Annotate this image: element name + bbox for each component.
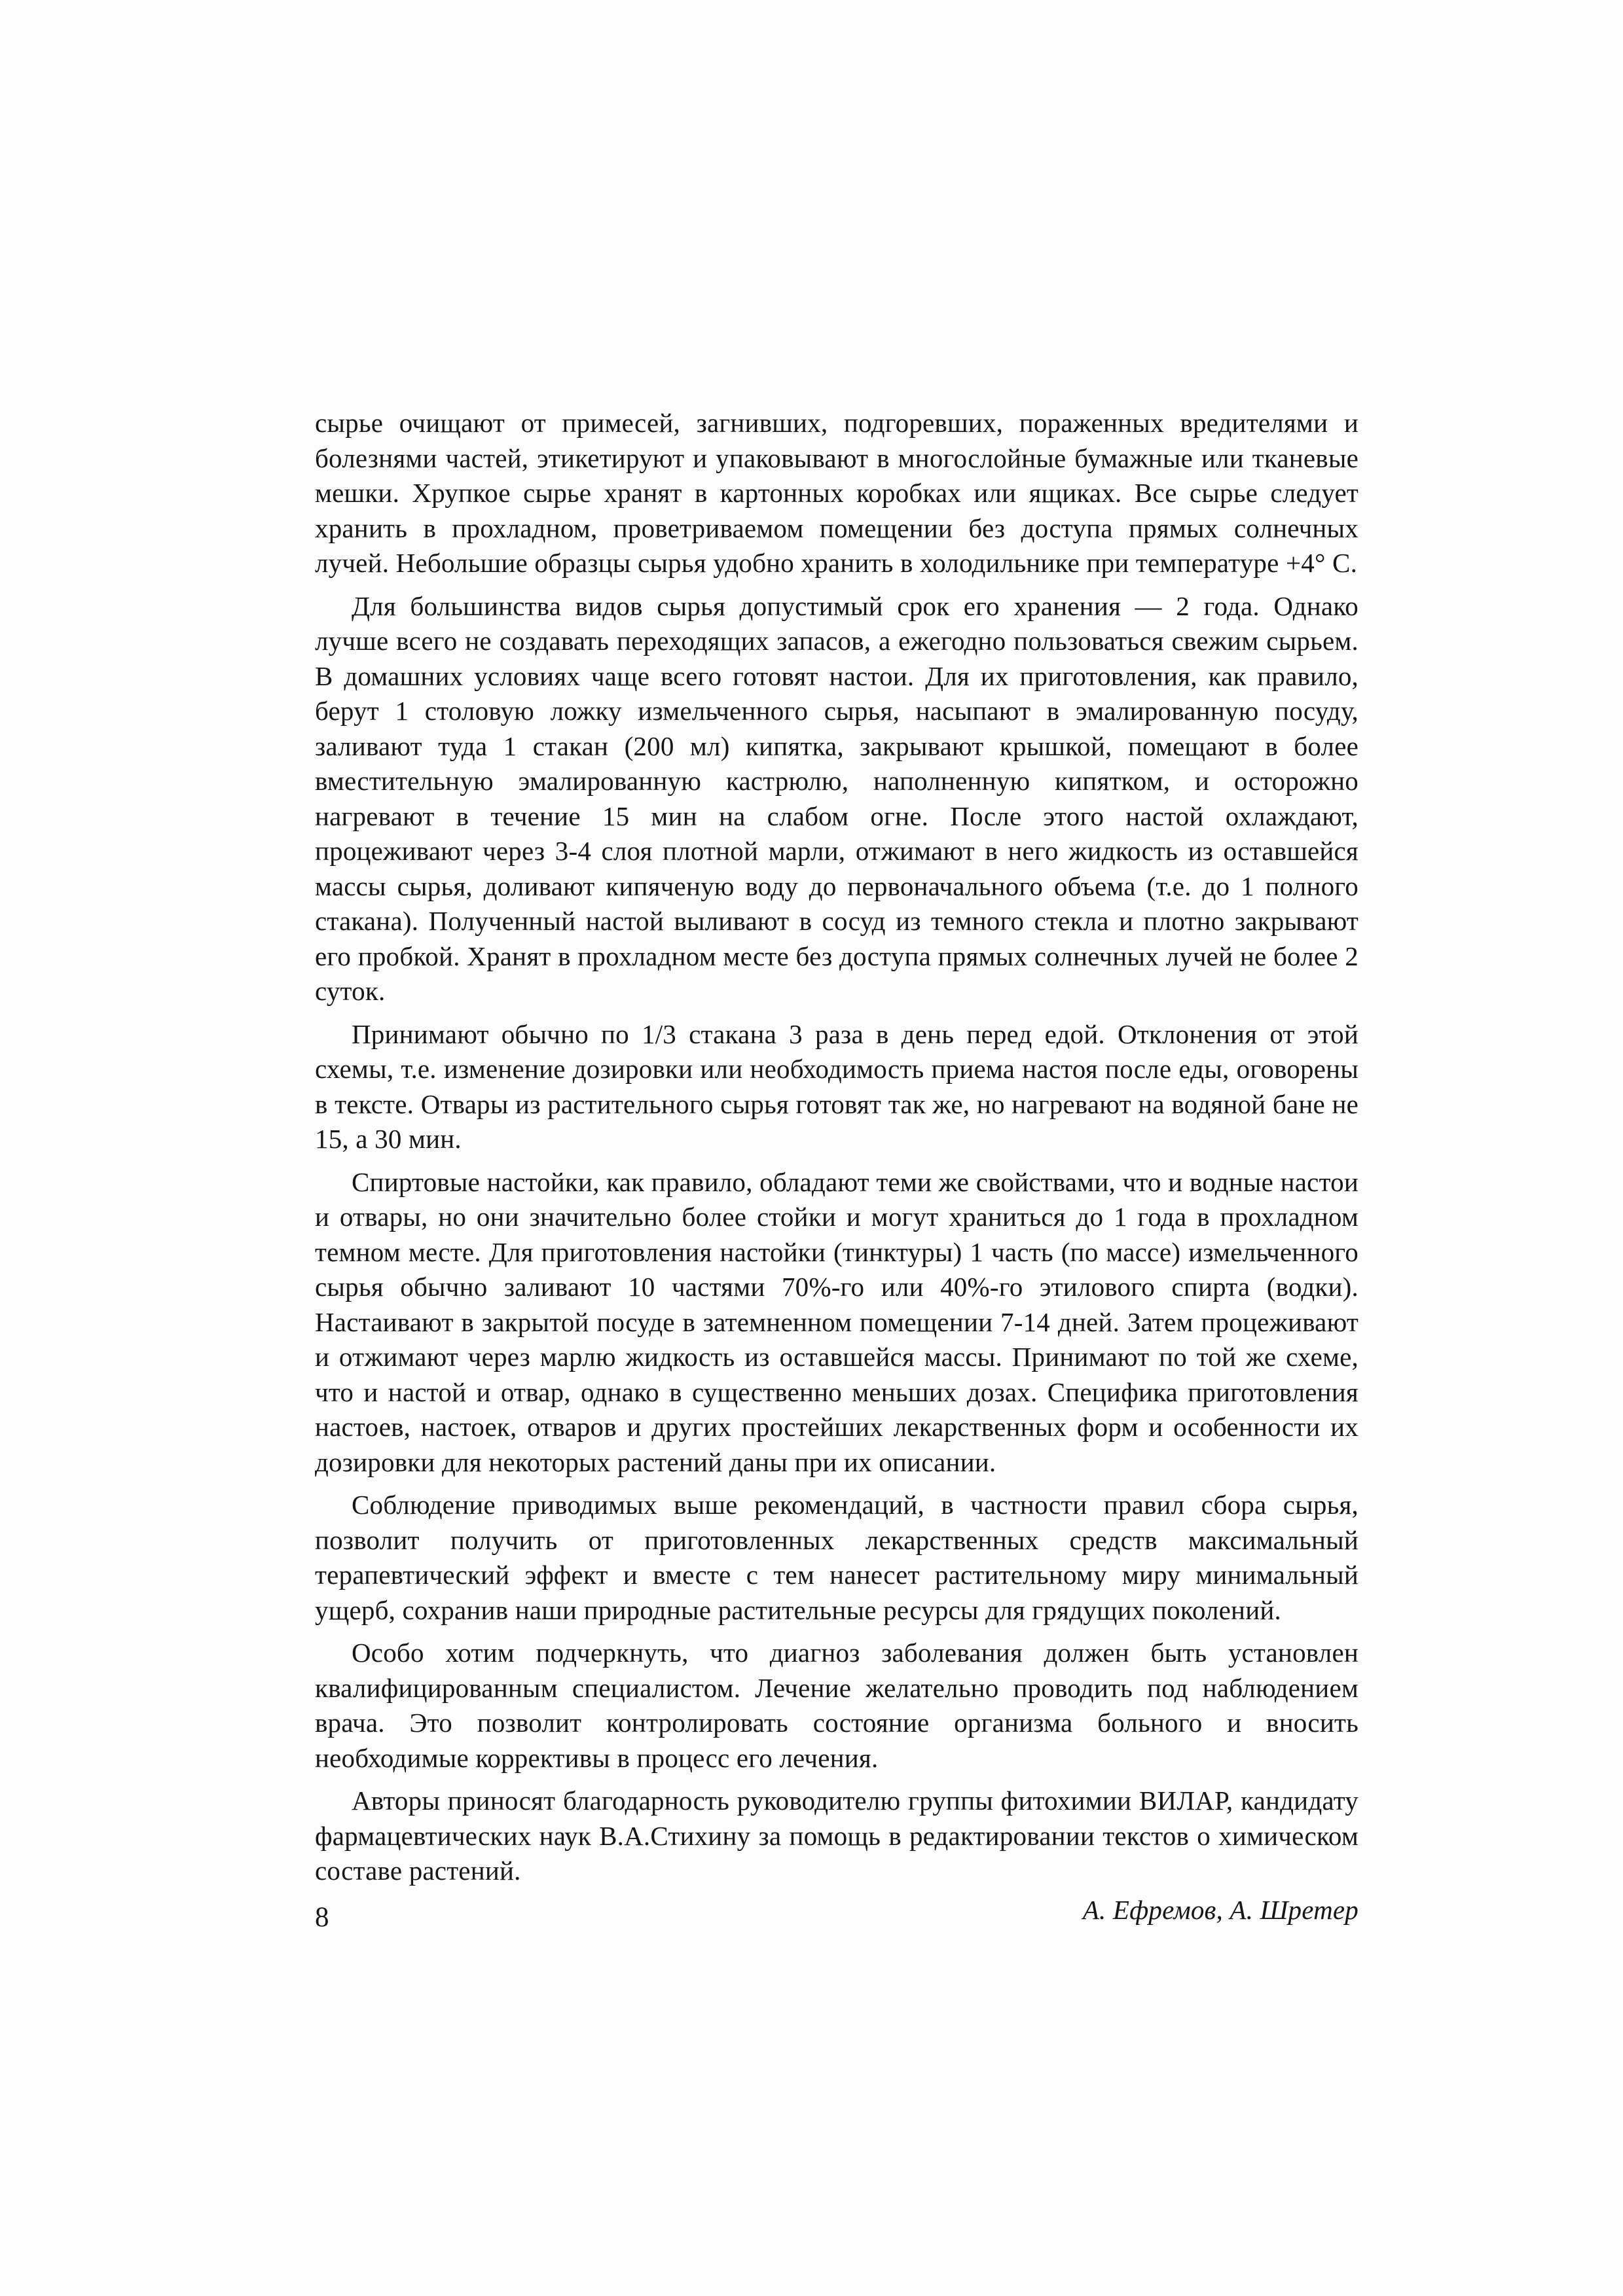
paragraph-tinctures: Спиртовые настойки, как правило, обладают теми же свойствами, что и водные настои и отвары, но они значительно более стойки и могут храниться до 1 года в прохладном темном месте. Для приготовления настойки (тинктуры) 1 часть (по массе) измельченного сырья обычно заливают 10 частями 70%-го или 40%-го этилового спирта (водки). Настаивают в закрытой посуде в затемненном помещении 7-14 дней. Затем процеживают и отжимают через марлю жидкость из оставшейся массы. Принимают по той же схеме, что и настой и отвар, однако в существенно меньших дозах. Специфика приготовления настоев, настоек, отваров и других простейших лекарственных форм и особенности их дозировки для некоторых растений даны при их описании. (315, 1166, 1359, 1477)
authors-signature: А. Ефремов, А. Шретер (1082, 1894, 1359, 1925)
paragraph-shelf-life-infusions: Для большинства видов сырья допустимый срок его хранения — 2 года. Однако лучше всего не создавать переходящих запасов, а ежегодно пользоваться свежим сырьем. В домашних условиях чаще всего готовят настои. Для их приготовления, как правило, берут 1 столовую ложку измельченного сырья, насыпают в эмалированную посуду, заливают туда 1 стакан (200 мл) кипятка, закрывают крышкой, помещают в более вместительную эмалированную кастрюлю, наполненную кипятком, и осторожно нагревают в течение 15 мин на слабом огне. После этого настой охлаждают, процеживают через 3-4 слоя плотной марли, отжимают в него жидкость из оставшейся массы сырья, доливают кипяченую воду до первоначального объема (т.е. до 1 полного стакана). Полученный настой выливают в сосуд из темного стекла и плотно закрывают его пробкой. Хранят в прохладном месте без доступа прямых солнечных лучей не более 2 суток. (315, 590, 1359, 1006)
paragraph-storage-conditions: сырье очищают от примесей, загнивших, подгоревших, пораженных вредителями и болезнями частей, этикетируют и упаковывают в многослойные бумажные или тканевые мешки. Хрупкое сырье хранят в картонных коробках или ящиках. Все сырье следует хранить в прохладном, проветриваемом помещении без доступа прямых солнечных лучей. Небольшие образцы сырья удобно хранить в холодильнике при температуре +4° С. (315, 408, 1359, 578)
body-text (315, 406, 1359, 1928)
paragraph-acknowledgements: Авторы приносят благодарность руководителю группы фитохимии ВИЛАР, кандидату фармацевтических наук В.А.Стихину за помощь в редактировании текстов о химическом составе растений. (315, 1785, 1359, 1886)
paragraph-dosage: Принимают обычно по 1/3 стакана 3 раза в день перед едой. Отклонения от этой схемы, т.е. изменение дозировки или необходимость приема настоя после еды, оговорены в тексте. Отвары из растительного сырья готовят так же, но нагревают на водяной бане не 15, а 30 мин. (315, 1018, 1359, 1154)
paragraph-diagnosis: Особо хотим подчеркнуть, что диагноз заболевания должен быть установлен квалифицированным специалистом. Лечение желательно проводить под наблюдением врача. Это позволит контролировать состояние организма больного и вносить необходимые коррективы в процесс его лечения. (315, 1638, 1359, 1773)
paragraph-recommendations: Соблюдение приводимых выше рекомендаций, в частности правил сбора сырья, позволит получить от приготовленных лекарственных средств максимальный терапевтический эффект и вместе с тем нанесет растительному миру минимальный ущерб, сохранив наши природные растительные ресурсы для грядущих поколений. (315, 1490, 1359, 1625)
page-number: 8 (315, 1902, 329, 1933)
